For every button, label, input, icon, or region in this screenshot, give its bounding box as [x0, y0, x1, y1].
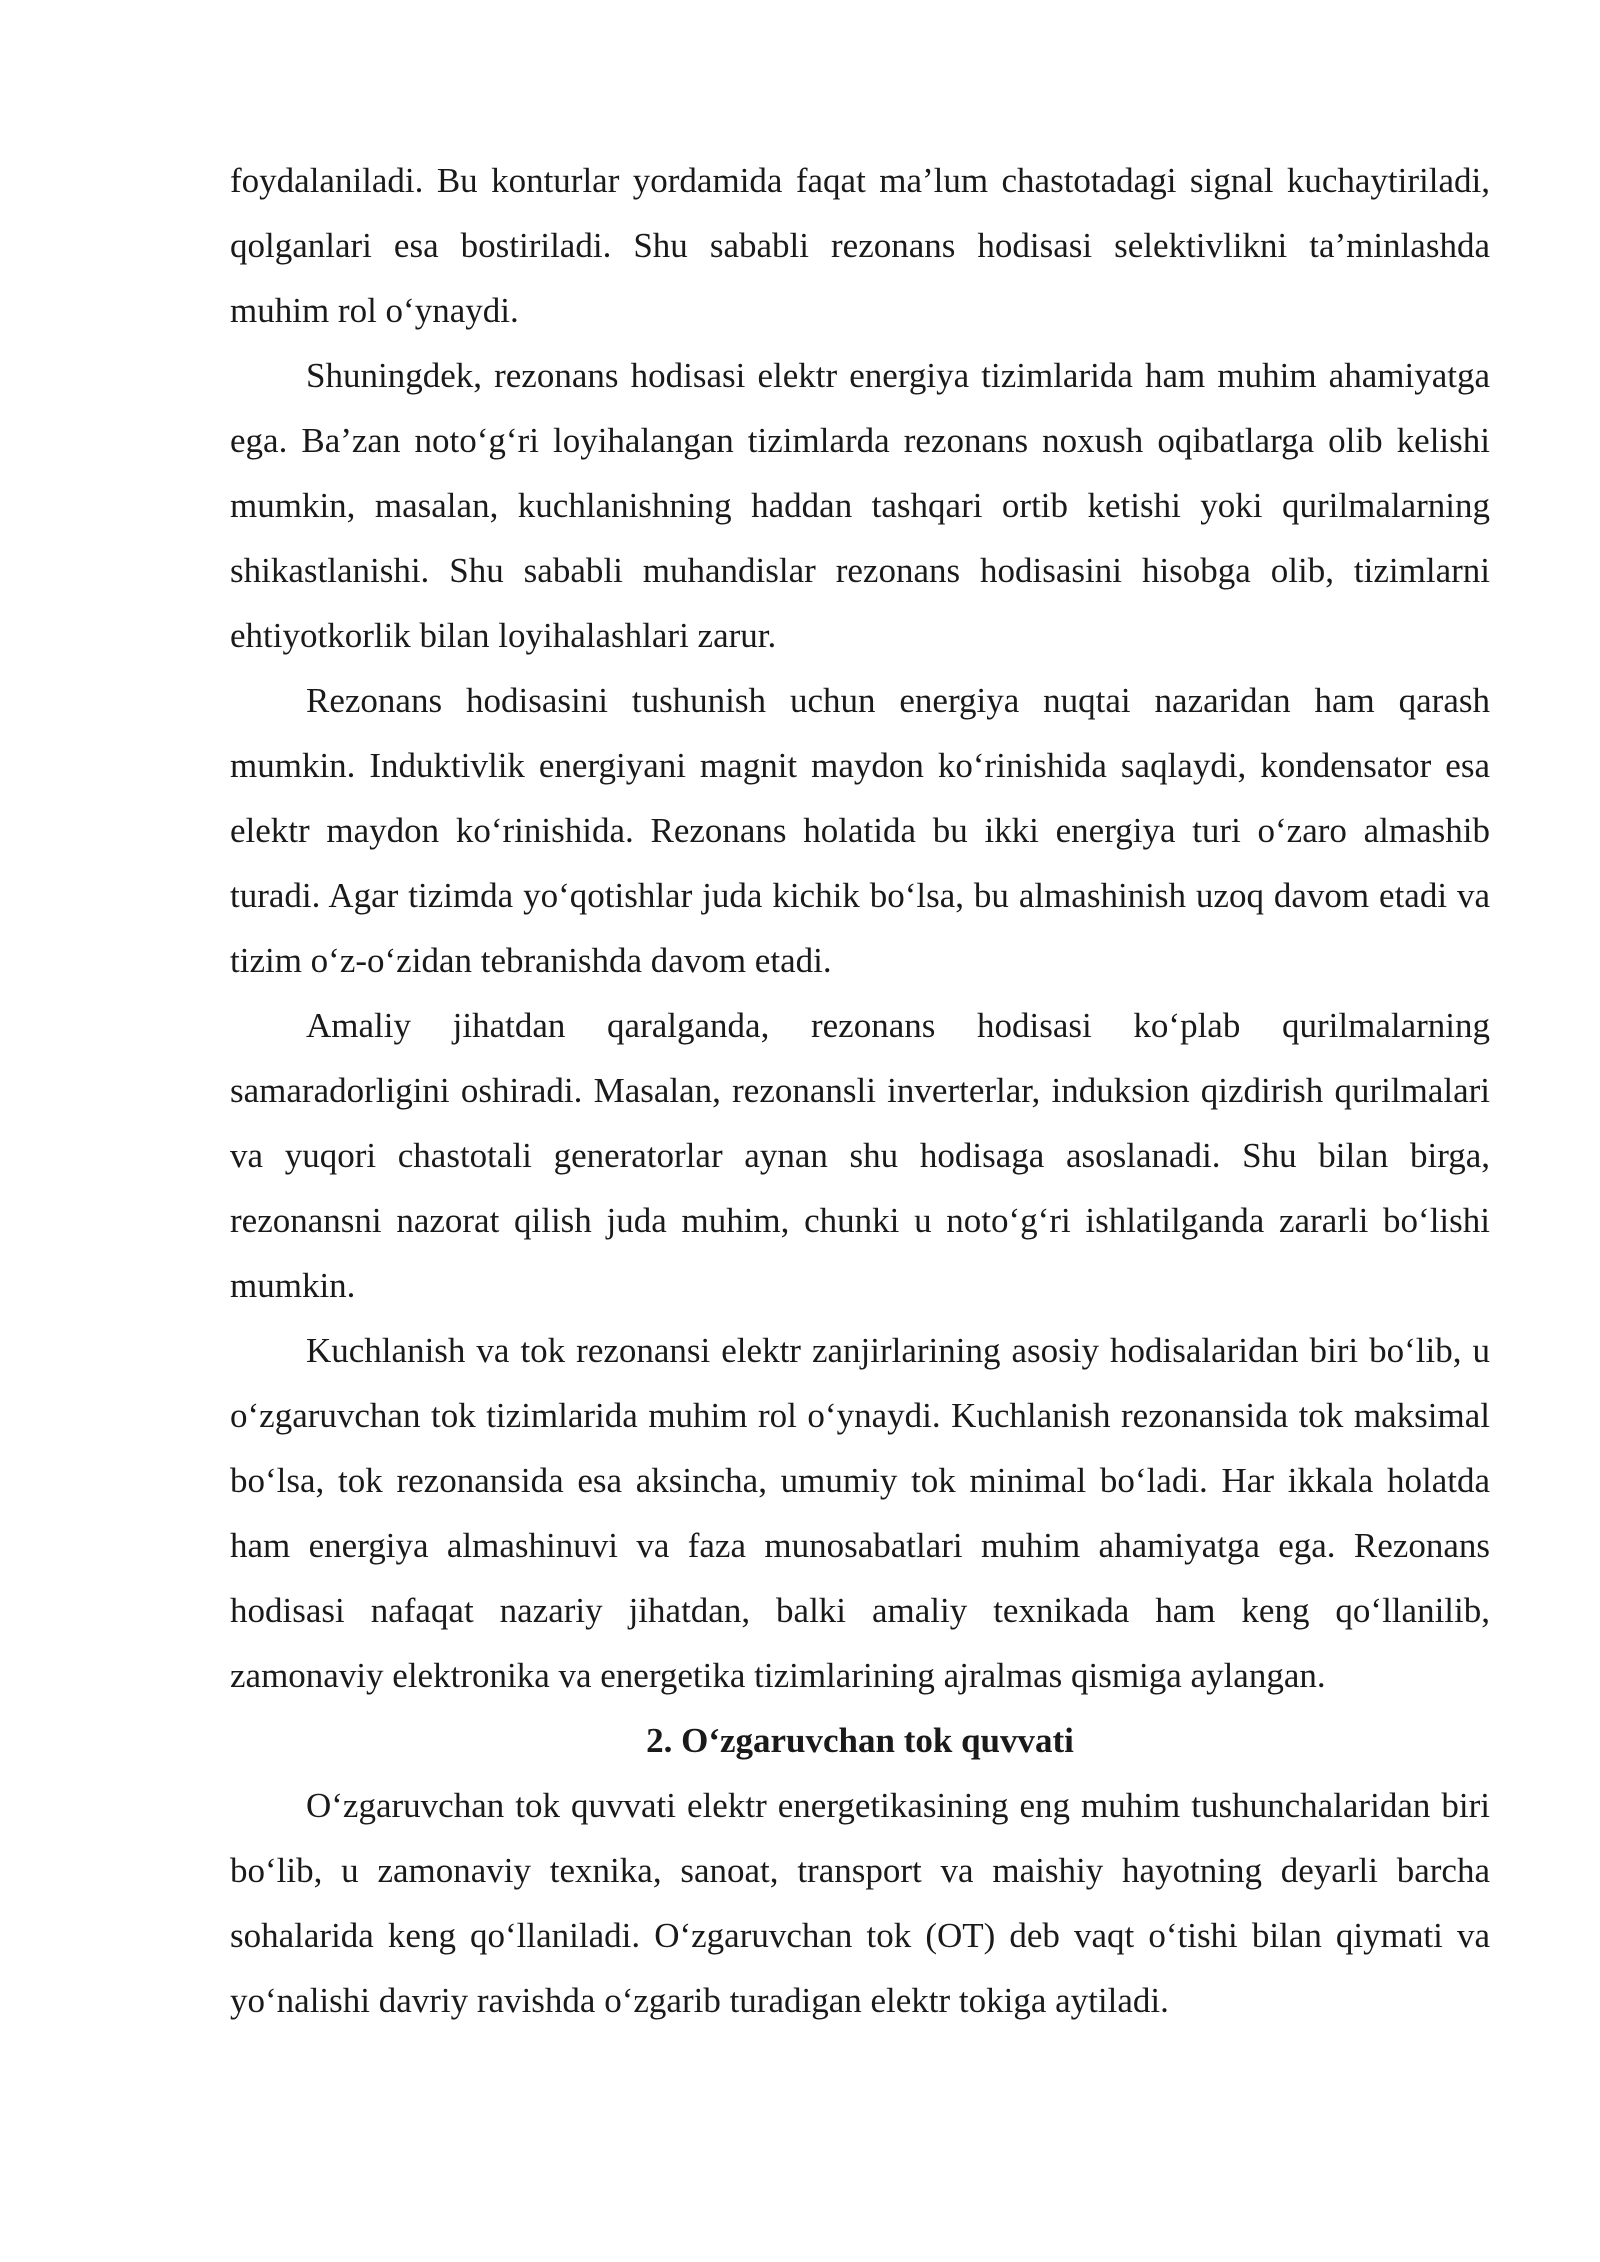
paragraph-ac-power-intro: O‘zgaruvchan tok quvvati elektr energetikasining eng muhim tushunchalaridan biri bo‘lib, u zamonaviy texnika, sanoat, transport va maishiy hayotning deyarli barcha sohalarida keng qo‘llaniladi. O‘zgaruvchan tok (OT) deb vaqt o‘tishi bilan qiymati va yo‘nalishi davriy ravishda o‘zgarib turadigan elektr tokiga aytiladi. [230, 1786, 1490, 2020]
section-heading: 2. O‘zgaruvchan tok quvvati [646, 1721, 1074, 1760]
paragraph-energy-systems: Shuningdek, rezonans hodisasi elektr energiya tizimlarida ham muhim ahamiyatga ega. Ba’zan noto‘g‘ri loyihalangan tizimlarda rezonans noxush oqibatlarga olib kelishi mumkin, masalan, kuchlanishning haddan tashqari ortib ketishi yoki qurilmalarning shikastlanishi. Shu sababli muhandislar rezonans hodisasini hisobga olib, tizimlarni ehtiyotkorlik bilan loyihalashlari zarur. [230, 356, 1490, 655]
paragraph-summary: Kuchlanish va tok rezonansi elektr zanjirlarining asosiy hodisalaridan biri bo‘lib, u o‘zgaruvchan tok tizimlarida muhim rol o‘ynaydi. Kuchlanish rezonansida tok maksimal bo‘lsa, tok rezonansida esa aksincha, umumiy tok minimal bo‘ladi. Har ikkala holatda ham energiya almashinuvi va faza munosabatlari muhim ahamiyatga ega. Rezonans hodisasi nafaqat nazariy jihatdan, balki amaliy texnikada ham keng qo‘llanilib, zamonaviy elektronika va energetika tizimlarining ajralmas qismiga aylangan. [230, 1331, 1490, 1695]
paragraph-energy-viewpoint: Rezonans hodisasini tushunish uchun energiya nuqtai nazaridan ham qarash mumkin. Induktivlik energiyani magnit maydon ko‘rinishida saqlaydi, kondensator esa elektr maydon ko‘rinishida. Rezonans holatida bu ikki energiya turi o‘zaro almashib turadi. Agar tizimda yo‘qotishlar juda kichik bo‘lsa, bu almashinish uzoq davom etadi va tizim o‘z-o‘zidan tebranishda davom etadi. [230, 681, 1490, 980]
paragraph-practical-aspect: Amaliy jihatdan qaralganda, rezonans hodisasi ko‘plab qurilmalarning samaradorligini oshiradi. Masalan, rezonansli inverterlar, induksion qizdirish qurilmalari va yuqori chastotali generatorlar aynan shu hodisaga asoslanadi. Shu bilan birga, rezonansni nazorat qilish juda muhim, chunki u noto‘g‘ri ishlatilganda zararli bo‘lishi mumkin. [230, 1006, 1490, 1305]
document-page [230, 148, 1490, 2033]
paragraph-continuation: foydalaniladi. Bu konturlar yordamida faqat ma’lum chastotadagi signal kuchaytiriladi, qolganlari esa bostiriladi. Shu sababli rezonans hodisasi selektivlikni ta’minlashda muhim rol o‘ynaydi. [230, 161, 1490, 330]
